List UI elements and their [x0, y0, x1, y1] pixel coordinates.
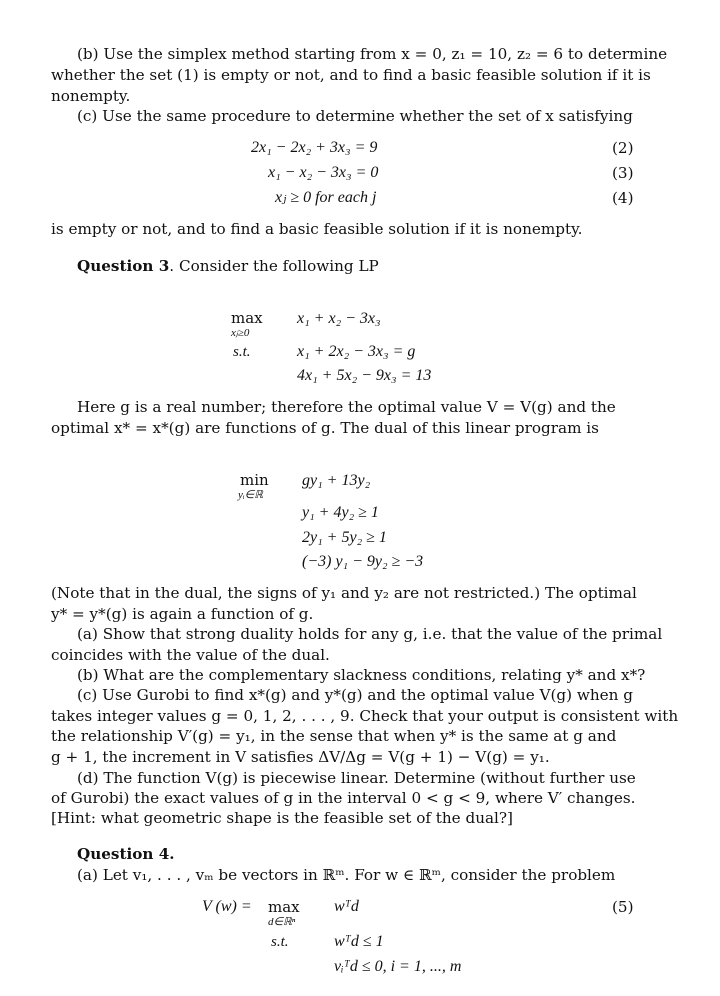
lp-constraint-2: 4x₁ + 5x₂ − 9x₃ = 13 [297, 367, 432, 384]
question-text: . Consider the following LP [169, 257, 379, 275]
equation-4: xⱼ ≥ 0 for each j [275, 189, 377, 206]
question-4-heading: Question 4. [77, 845, 175, 863]
dual-min: min [240, 471, 269, 489]
text-line: g + 1, the increment in V satisfies ΔV/Δg = V(g + 1) − V(g) = y₁. [51, 748, 550, 766]
text-line: (b) Use the simplex method starting from x = 0, z₁ = 10, z₂ = 6 to determine [77, 45, 668, 63]
lp-constraint-1: x₁ + 2x₂ − 3x₃ = g [297, 343, 416, 360]
text-line: is empty or not, and to find a basic feasible solution if it is nonempty. [51, 220, 583, 238]
text-line: nonempty. [51, 87, 131, 105]
text-line: (b) What are the complementary slackness conditions, relating y* and x*? [77, 666, 646, 684]
text-line: takes integer values g = 0, 1, 2, . . . , 9. Check that your output is consistent with [51, 707, 679, 725]
lp-max-subscript: xⱼ≥0 [231, 327, 250, 339]
dual-objective: gy₁ + 13y₂ [302, 472, 371, 489]
text-line: (c) Use the same procedure to determine whether the set of x satisfying [77, 107, 633, 125]
text-line: (a) Let v₁, . . . , vₘ be vectors in ℝᵐ. For w ∈ ℝᵐ, consider the problem [77, 866, 616, 884]
text-line: optimal x* = x*(g) are functions of g. The dual of this linear program is [51, 419, 599, 437]
prob5-constraint-2: vᵢᵀd ≤ 0, i = 1, ..., m [334, 958, 462, 975]
text-line: (Note that in the dual, the signs of y₁ and y₂ are not restricted.) The optimal [51, 584, 637, 602]
equation-tag: (5) [612, 898, 634, 916]
equation-3: x₁ − x₂ − 3x₃ = 0 [268, 164, 379, 181]
prob5-max: max [268, 898, 300, 916]
question-3-heading [77, 257, 379, 275]
lp-objective: x₁ + x₂ − 3x₃ [297, 310, 381, 327]
prob5-objective: wᵀd [334, 898, 359, 915]
equation-tag: (2) [612, 139, 634, 157]
lp-max: max [231, 309, 263, 327]
text-line: Here g is a real number; therefore the optimal value V = V(g) and the [77, 398, 616, 416]
text-line: of Gurobi) the exact values of g in the interval 0 < g < 9, where V′ changes. [51, 789, 636, 807]
text-line: [Hint: what geometric shape is the feasible set of the dual?] [51, 809, 513, 827]
prob5-max-subscript: d∈ℝⁿ [268, 916, 296, 928]
lp-st: s.t. [233, 344, 251, 360]
text-line: (c) Use Gurobi to find x*(g) and y*(g) and the optimal value V(g) when g [77, 686, 633, 704]
equation-2: 2x₁ − 2x₂ + 3x₃ = 9 [251, 139, 378, 156]
text-line: coincides with the value of the dual. [51, 646, 330, 664]
dual-constraint-2: 2y₁ + 5y₂ ≥ 1 [302, 529, 387, 546]
equation-tag: (4) [612, 189, 634, 207]
equation-tag: (3) [612, 164, 634, 182]
prob5-st: s.t. [271, 934, 289, 950]
question-label: Question 3 [77, 257, 170, 275]
text-line: (a) Show that strong duality holds for any g, i.e. that the value of the primal [77, 625, 663, 643]
prob5-constraint-1: wᵀd ≤ 1 [334, 933, 384, 950]
prob5-lhs: V (w) = [202, 898, 252, 915]
text-line: the relationship V′(g) = y₁, in the sense that when y* is the same at g and [51, 727, 617, 745]
dual-constraint-1: y₁ + 4y₂ ≥ 1 [302, 504, 379, 521]
dual-constraint-3: (−3) y₁ − 9y₂ ≥ −3 [302, 553, 424, 570]
dual-min-subscript: yᵢ∈ℝ [238, 489, 263, 501]
text-line: y* = y*(g) is again a function of g. [51, 605, 314, 623]
text-line: (d) The function V(g) is piecewise linear. Determine (without further use [77, 769, 636, 787]
text-line: whether the set (1) is empty or not, and to find a basic feasible solution if it is [51, 66, 651, 84]
